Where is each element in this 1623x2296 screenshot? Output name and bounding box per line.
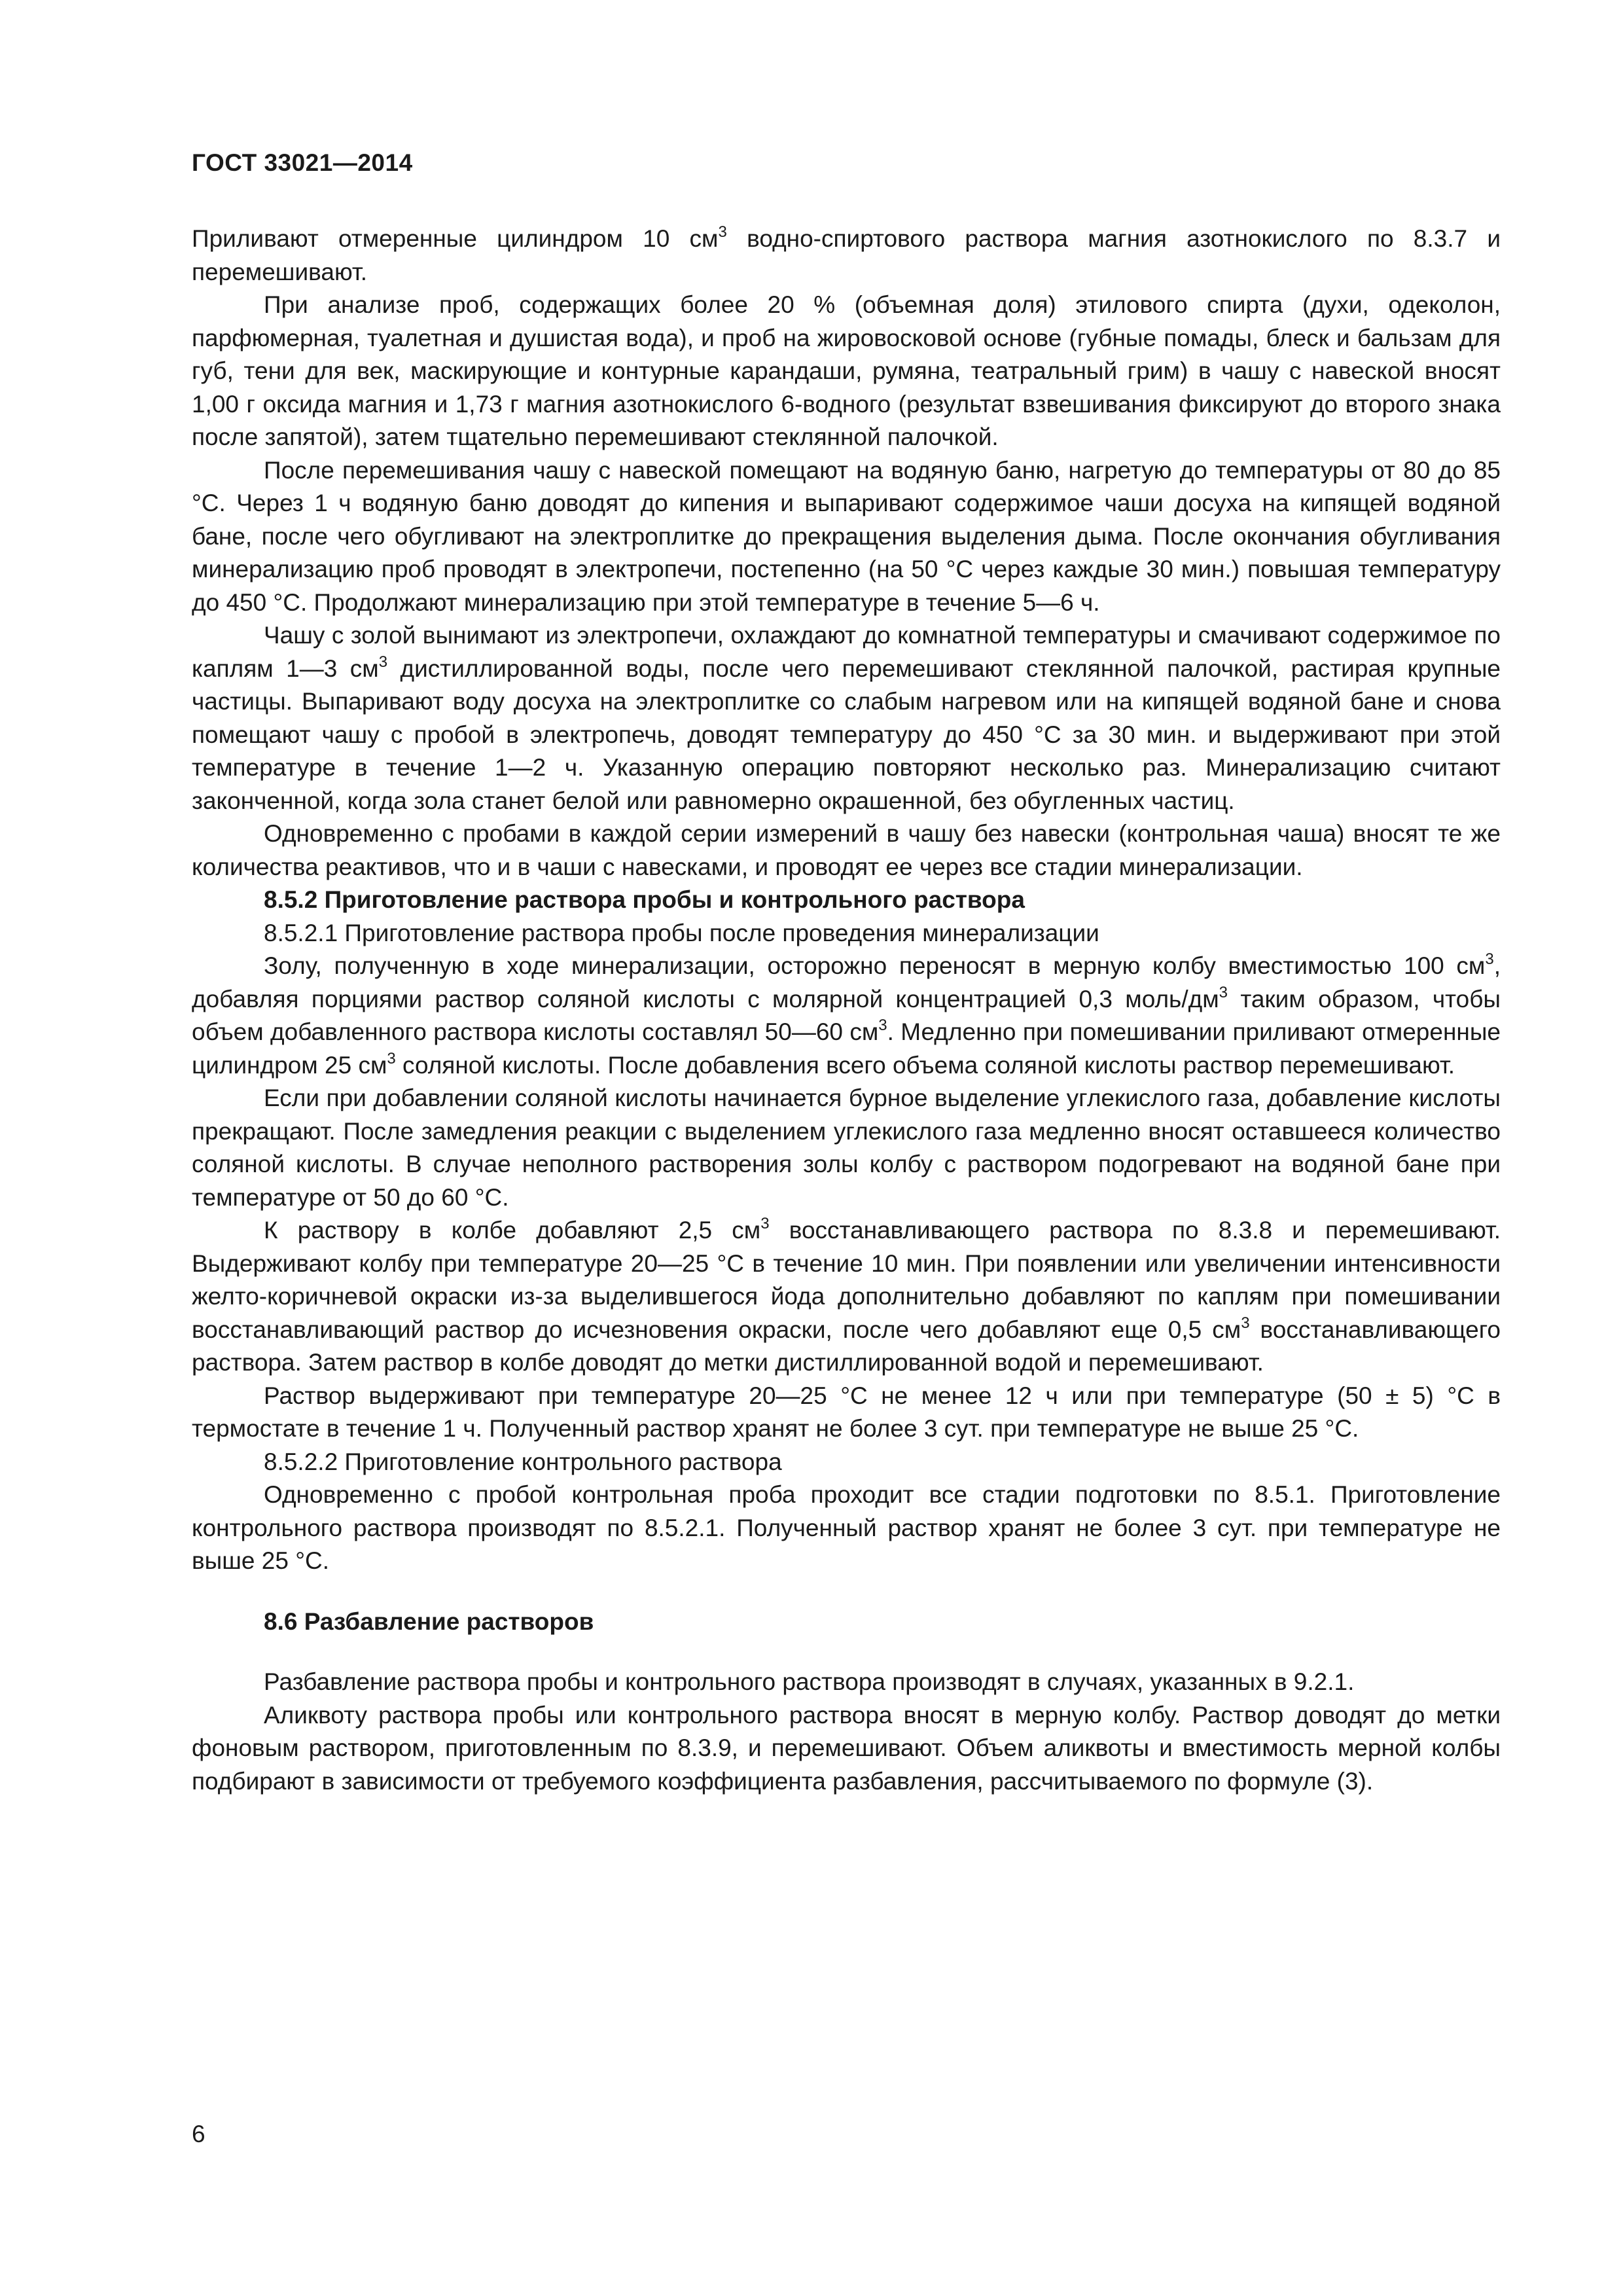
section-heading-8-6: 8.6 Разбавление растворов [264, 1607, 594, 1635]
text-run: Золу, полученную в ходе минерализации, осторожно переносят в мерную колбу вместимостью 100 см [264, 952, 1486, 979]
text-run: водно-спиртового раствора магния азотнокислого по 8.3.7 и перемешивают. [192, 225, 1501, 285]
superscript: 3 [1241, 1314, 1250, 1332]
text-run: соляной кислоты. После добавления всего объема соляной кислоты раствор перемешивают. [395, 1051, 1455, 1079]
superscript: 3 [378, 653, 388, 671]
paragraph [192, 950, 1501, 1082]
superscript: 3 [760, 1215, 770, 1232]
text-run: . Медленно при помешивании приливают отмеренные цилиндром 25 см [192, 1018, 1501, 1079]
text-run: таким образом, чтобы объем добавленного раствора кислоты составлял 50—60 см [192, 985, 1501, 1045]
text-run: восстанавливающего раствора. Затем раствор в колбе доводят до метки дистиллированной водой и перемешивают. [192, 1316, 1501, 1376]
subsection-heading-8-5-2-1: 8.5.2.1 Приготовление раствора пробы после проведения минерализации [264, 919, 1099, 946]
text-run: Приливают отмеренные цилиндром 10 см [192, 225, 719, 252]
paragraph [192, 223, 1501, 289]
paragraph: Если при добавлении соляной кислоты начинается бурное выделение углекислого газа, добавление кислоты прекращают. После замедления реакции с выделением углекислого газа медленно вносят оставшееся количество соляной кислоты. В случае неполного растворения золы колбу с раствором подогревают на водяной бане при температуре от 50 до 60 °С. [192, 1085, 1501, 1211]
text-run: , добавляя порциями раствор соляной кислоты с молярной концентрацией 0,3 моль/дм [192, 952, 1501, 1013]
superscript: 3 [878, 1016, 887, 1034]
superscript: 3 [718, 223, 727, 241]
paragraph: После перемешивания чашу с навеской помещают на водяную баню, нагретую до температуры от 80 до 85 °С. Через 1 ч водяную баню доводят до кипения и выпаривают содержимое чаши досуха на кипящей водяной бане, после чего обугливают на электроплитке до прекращения выделения дыма. После окончания обугливания минерализацию проб проводят в электропечи, постепенно (на 50 °С через каждые 30 мин.) повышая температуру до 450 °С. Продолжают минерализацию при этой температуре в течение 5—6 ч. [192, 456, 1501, 616]
superscript: 3 [387, 1049, 396, 1067]
page-number: 6 [192, 2121, 205, 2147]
paragraph: Раствор выдерживают при температуре 20—25 °С не менее 12 ч или при температуре (50 ± 5) °С в термостате в течение 1 ч. Полученный раствор хранят не более 3 сут. при температуре не выше 25 °С. [192, 1382, 1501, 1442]
body-text [192, 223, 1501, 1798]
document-header: ГОСТ 33021—2014 [192, 149, 413, 176]
superscript: 3 [1485, 950, 1494, 968]
text-run: Чашу с золой вынимают из электропечи, охлаждают до комнатной температуры и смачивают содержимое по каплям 1—3 см [192, 622, 1501, 682]
subsection-heading-8-5-2-2: 8.5.2.2 Приготовление контрольного раствора [264, 1448, 782, 1475]
paragraph [192, 1214, 1501, 1380]
paragraph: Аликвоту раствора пробы или контрольного раствора вносят в мерную колбу. Раствор доводят до метки фоновым раствором, приготовленным по 8.3.9, и перемешивают. Объем аликвоты и вместимость мерной колбы подбирают в зависимости от требуемого коэффициента разбавления, рассчитываемого по формуле (3). [192, 1701, 1501, 1795]
text-run: К раствору в колбе добавляют 2,5 см [264, 1217, 761, 1244]
paragraph: Одновременно с пробами в каждой серии измерений в чашу без навески (контрольная чаша) вносят те же количества реактивов, что и в чаши с навесками, и проводят ее через все стадии минерализации. [192, 820, 1501, 880]
paragraph: Разбавление раствора пробы и контрольного раствора производят в случаях, указанных в 9.2.1. [264, 1668, 1355, 1695]
text-run: дистиллированной воды, после чего перемешивают стеклянной палочкой, растирая крупные частицы. Выпаривают воду досуха на электроплитке со слабым нагревом или на кипящей водяной бане и снова помещают чашу с пробой в электропечь, доводят температуру до 450 °С за 30 мин. и выдерживают при этой температуре в течение 1—2 ч. Указанную операцию повторяют несколько раз. Минерализацию считают законченной, когда зола станет белой или равномерно окрашенной, без обугленных частиц. [192, 655, 1501, 814]
superscript: 3 [1219, 983, 1228, 1001]
section-heading-8-5-2: 8.5.2 Приготовление раствора пробы и контрольного раствора [264, 886, 1025, 913]
paragraph [192, 619, 1501, 817]
paragraph: Одновременно с пробой контрольная проба проходит все стадии подготовки по 8.5.1. Приготовление контрольного раствора производят по 8.5.2.1. Полученный раствор хранят не более 3 сут. при температуре не выше 25 °С. [192, 1481, 1501, 1574]
text-run: восстанавливающего раствора по 8.3.8 и перемешивают. Выдерживают колбу при температуре 20—25 °С в течение 10 мин. При появлении или увеличении интенсивности желто-коричневой окраски из-за выделившегося йода дополнительно добавляют по каплям при помешивании восстанавливающий раствор до исчезновения окраски, после чего добавляют еще 0,5 см [192, 1217, 1501, 1343]
paragraph: При анализе проб, содержащих более 20 % (объемная доля) этилового спирта (духи, одеколон, парфюмерная, туалетная и душистая вода), и проб на жировосковой основе (губные помады, блеск и бальзам для губ, тени для век, маскирующие и контурные карандаши, румяна, театральный грим) в чашу с навеской вносят 1,00 г оксида магния и 1,73 г магния азотнокислого 6-водного (результат взвешивания фиксируют до второго знака после запятой), затем тщательно перемешивают стеклянной палочкой. [192, 291, 1501, 450]
